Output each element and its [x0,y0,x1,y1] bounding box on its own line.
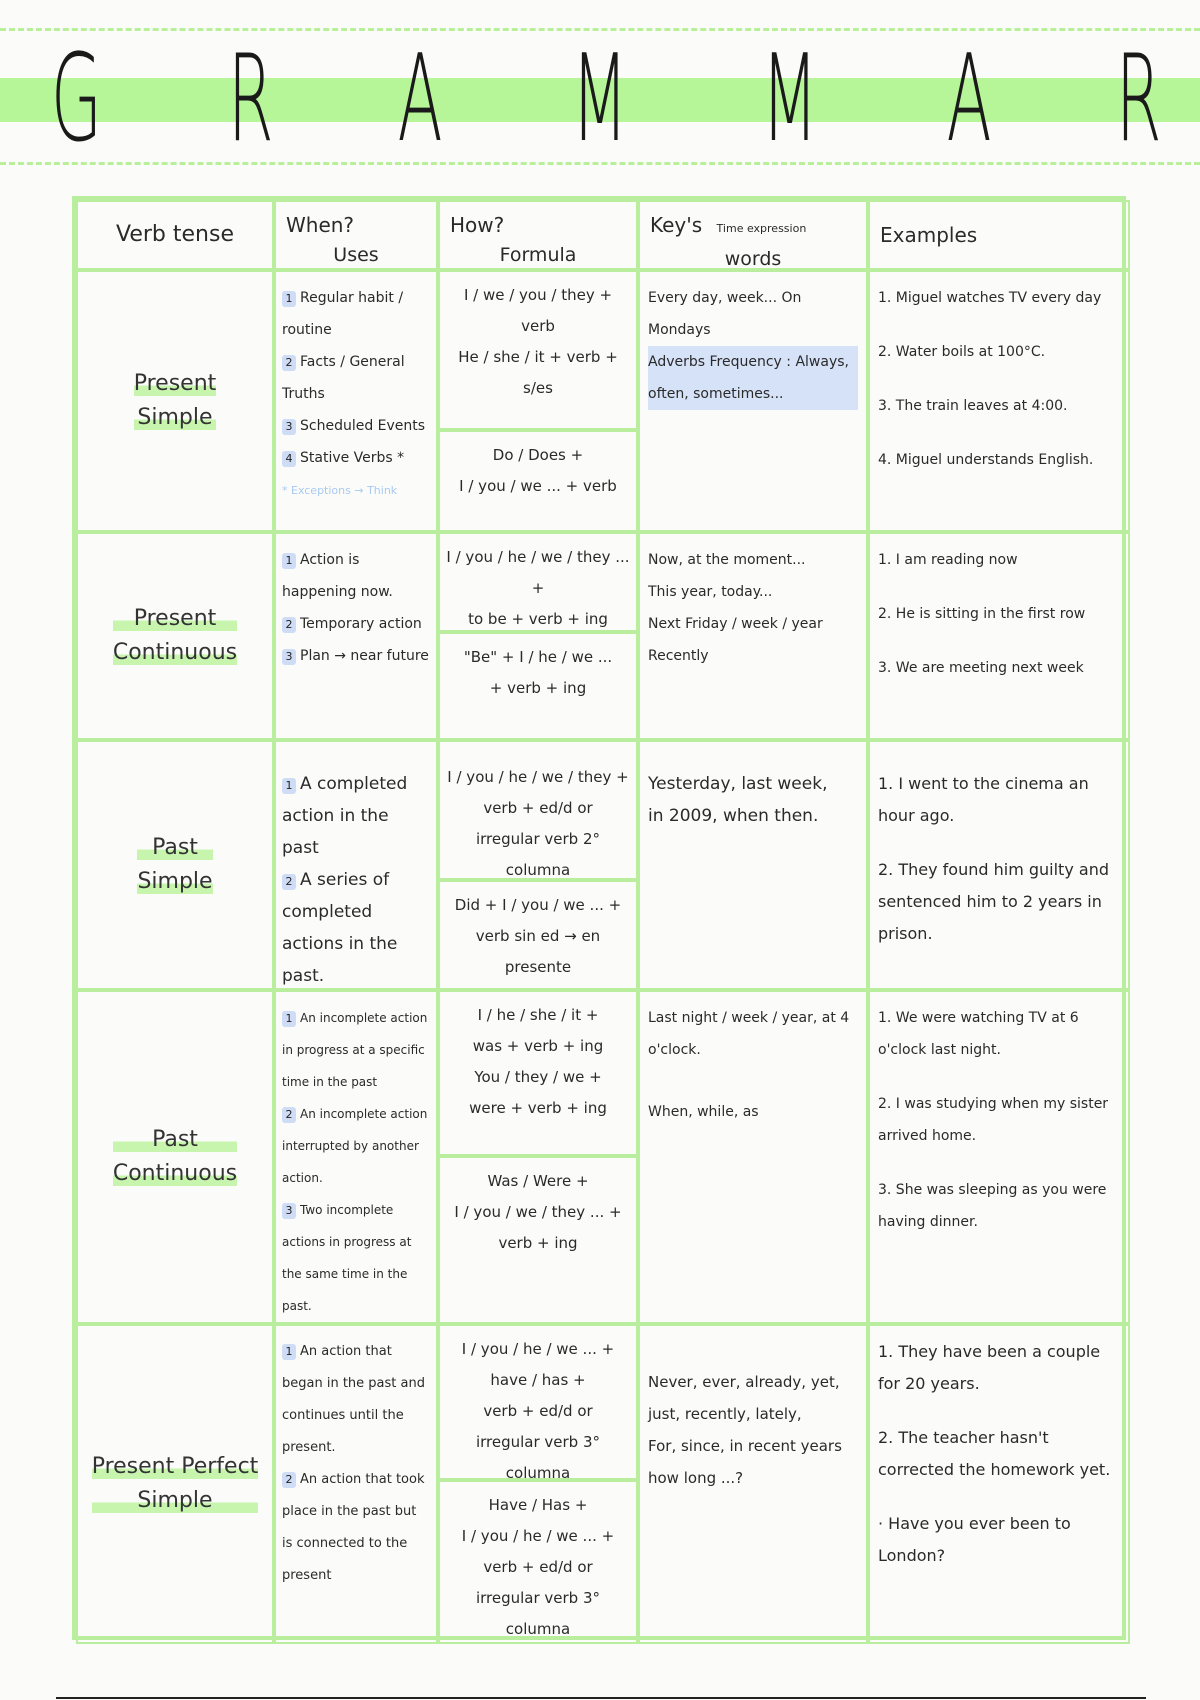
list-item: 3 Two incomplete actions in progress at the same time in the past. [282,1203,412,1313]
formula-present-simple: I / we / you / they + verb He / she / it + verb + s/es Do / Does + I / you / we ... + verb [438,270,638,532]
keys-past-continuous: Last night / week / year, at 4 o'clock. When, while, as [638,990,868,1324]
list-item: 2 An incomplete action interrupted by another action. [282,1107,428,1185]
list-item: 3 Scheduled Events [282,410,430,442]
tense-present-simple: Present Simple [76,270,274,532]
uses-past-simple [274,740,438,990]
examples-past-simple: 1. I went to the cinema an hour ago. 2. They found him guilty and sentenced him to 2 years in prison. [868,740,1130,990]
uses-present-simple [274,270,438,532]
grammar-table [72,196,1126,1640]
header-formula: How? Formula [438,200,638,270]
formula-past-simple: I / you / he / we / they + verb + ed/d or irregular verb 2° columna Did + I / you / we ... + verb sin ed → en presente [438,740,638,990]
header-examples: Examples [868,200,1130,270]
list-item: 2 A series of completed actions in the past. [282,870,398,986]
formula-present-perfect-simple: I / you / he / we ... + have / has + verb + ed/d or irregular verb 3° columna Have / Has + I / you / he / we ... + verb + ed/d or irregular verb 3° columna [438,1324,638,1644]
list-item: 4 Stative Verbs * [282,442,430,474]
header-key-words: Key's Time expression words [638,200,868,270]
bottom-rule [56,1697,1146,1699]
keys-present-perfect-simple: Never, ever, already, yet, just, recently, lately, For, since, in recent years how long ...? [638,1324,868,1644]
header-uses: When? Uses [274,200,438,270]
tense-past-continuous: Past Continuous [76,990,274,1324]
list-item: 1 Regular habit / routine [282,290,404,338]
uses-past-continuous [274,990,438,1324]
formula-present-continuous: I / you / he / we / they ... + to be + verb + ing "Be" + I / he / we ... + verb + ing [438,532,638,740]
header-verb-tense: Verb tense [76,200,274,270]
formula-past-continuous: I / he / she / it + was + verb + ing You / they / we + were + verb + ing Was / Were + I / you / we / they ... + verb + ing [438,990,638,1324]
list-item: 2 Temporary action [282,608,430,640]
list-item: 2 An action that took place in the past but is connected to the present [282,1472,425,1583]
examples-present-continuous: 1. I am reading now 2. He is sitting in the first row 3. We are meeting next week [868,532,1130,740]
examples-present-perfect-simple: 1. They have been a couple for 20 years. 2. The teacher hasn't corrected the homework yet. · Have you ever been to London? [868,1324,1130,1644]
examples-present-simple: 1. Miguel watches TV every day 2. Water boils at 100°C. 3. The train leaves at 4:00. 4. Miguel understands English. [868,270,1130,532]
uses-present-perfect-simple [274,1324,438,1644]
list-item: 1 An incomplete action in progress at a specific time in the past [282,1011,428,1089]
list-item: 3 Plan → near future [282,640,430,672]
list-item: 1 A completed action in the past [282,774,408,858]
examples-past-continuous: 1. We were watching TV at 6 o'clock last night. 2. I was studying when my sister arrived home. 3. She was sleeping as you were having dinner. [868,990,1130,1324]
list-item: 1 Action is happening now. [282,552,393,600]
tense-present-continuous: Present Continuous [76,532,274,740]
list-item: 2 Facts / General Truths [282,354,405,402]
page-title: G R A M M A R [50,30,1162,169]
note: * Exceptions → Think [282,484,398,497]
tense-present-perfect-simple: Present Perfect Simple [76,1324,274,1644]
keys-past-simple: Yesterday, last week, in 2009, when then. [638,740,868,990]
tense-past-simple: Past Simple [76,740,274,990]
keys-present-simple: Every day, week... On Mondays Adverbs Frequency : Always, often, sometimes... [638,270,868,532]
list-item: 1 An action that began in the past and continues until the present. [282,1344,425,1455]
keys-present-continuous: Now, at the moment... This year, today... Next Friday / week / year Recently [638,532,868,740]
uses-present-continuous [274,532,438,740]
